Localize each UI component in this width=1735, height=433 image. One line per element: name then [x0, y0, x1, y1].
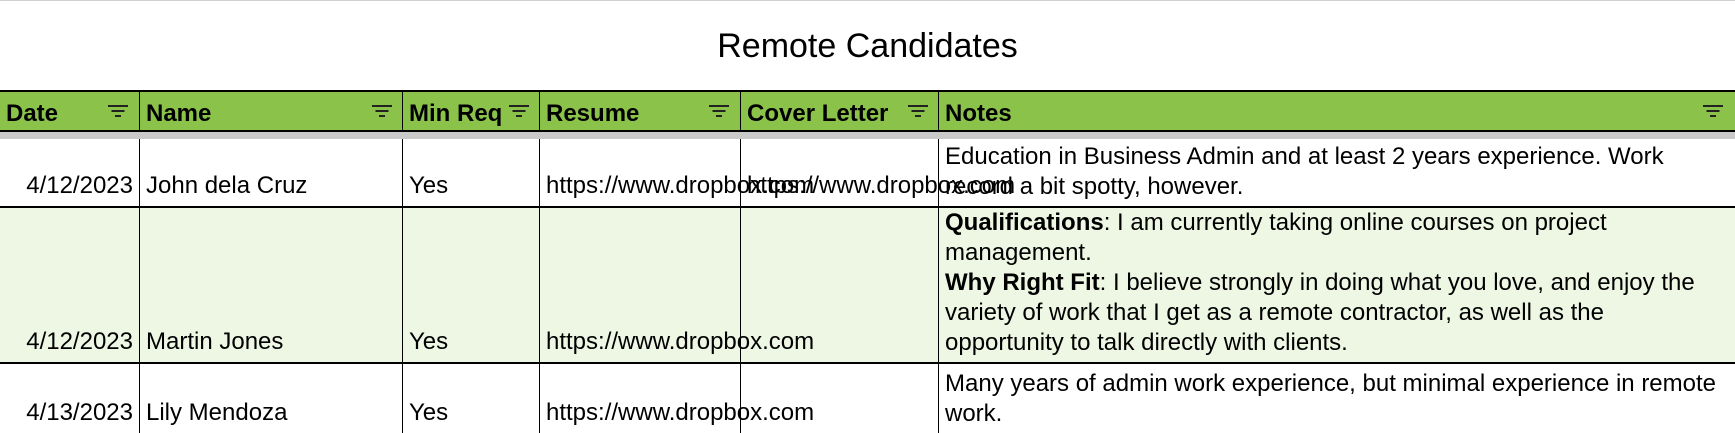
- header-resume[interactable]: [540, 92, 741, 130]
- cell-resume-link[interactable]: https://www.dropbox.com: [546, 399, 815, 426]
- cell-date[interactable]: [0, 139, 140, 206]
- cell-cover-letter[interactable]: [741, 139, 1016, 206]
- cell-min-req-value: Yes: [409, 328, 449, 355]
- header-label-date: Date: [6, 100, 59, 127]
- frozen-rows-divider[interactable]: [0, 132, 1735, 139]
- cell-min-req-value: Yes: [409, 399, 449, 426]
- notes-why-right-fit-text: : I believe strongly in doing what you love, and enjoy the variety of work that I get as a remote contractor, as well as the opportunity to talk directly with clients.: [945, 269, 1695, 356]
- cell-min-req[interactable]: [403, 364, 540, 433]
- header-label-name: Name: [146, 100, 212, 127]
- notes-why-right-fit-label: Why Right Fit: [945, 269, 1100, 296]
- cell-name-value: Martin Jones: [146, 328, 284, 355]
- cell-resume-link[interactable]: https://www.dropbox.com: [546, 328, 815, 355]
- filter-icon[interactable]: [107, 104, 129, 118]
- cell-name[interactable]: [140, 364, 403, 433]
- header-cover-letter[interactable]: [741, 92, 939, 130]
- cell-date[interactable]: [0, 364, 140, 433]
- cell-notes[interactable]: [939, 208, 1735, 362]
- cell-resume[interactable]: [540, 364, 815, 433]
- header-name[interactable]: [140, 92, 403, 130]
- cell-resume-link[interactable]: https://www.dropbox.com: [546, 172, 815, 199]
- header-label-min-req: Min Req: [409, 100, 503, 127]
- filter-icon[interactable]: [371, 104, 393, 118]
- cell-name-value: John dela Cruz: [146, 172, 308, 199]
- header-label-resume: Resume: [546, 100, 640, 127]
- cell-min-req[interactable]: [403, 208, 540, 362]
- title-row[interactable]: [0, 0, 1735, 92]
- table-row: [0, 364, 1735, 433]
- cell-date-value: 4/12/2023: [26, 328, 133, 355]
- header-date[interactable]: [0, 92, 140, 130]
- cell-cover-letter[interactable]: [741, 208, 939, 362]
- cell-notes[interactable]: [939, 139, 1735, 206]
- filter-icon[interactable]: [907, 104, 929, 118]
- cell-resume[interactable]: [540, 139, 815, 206]
- cell-cover-letter[interactable]: [741, 364, 939, 433]
- cell-notes-value: Many years of admin work experience, but minimal experience in remote work.: [945, 370, 1717, 427]
- header-notes[interactable]: [939, 92, 1735, 130]
- cell-name[interactable]: [140, 208, 403, 362]
- header-min-req[interactable]: [403, 92, 540, 130]
- cell-date[interactable]: [0, 208, 140, 362]
- cell-name-value: Lily Mendoza: [146, 399, 288, 426]
- cell-date-value: 4/12/2023: [26, 172, 133, 199]
- sheet-title: Remote Candidates: [717, 27, 1018, 65]
- cell-notes-value: Education in Business Admin and at least 2 years experience. Work record a bit spotty, however.: [945, 143, 1664, 200]
- notes-qualifications-label: Qualifications: [945, 209, 1104, 236]
- cell-notes-value: [945, 208, 1727, 358]
- cell-date-value: 4/13/2023: [26, 399, 133, 426]
- filter-icon[interactable]: [708, 104, 730, 118]
- cell-min-req[interactable]: [403, 139, 540, 206]
- cell-notes[interactable]: [939, 364, 1735, 433]
- filter-icon[interactable]: [508, 104, 530, 118]
- header-row: [0, 92, 1735, 132]
- cell-cover-letter-link[interactable]: https://www.dropbox.com: [747, 172, 1016, 199]
- cell-resume[interactable]: [540, 208, 815, 362]
- cell-min-req-value: Yes: [409, 172, 449, 199]
- table-row: [0, 208, 1735, 364]
- header-label-cover-letter: Cover Letter: [747, 100, 889, 127]
- table-row: [0, 139, 1735, 208]
- notes-qualifications-text: : I am currently taking online courses on project management.: [945, 209, 1607, 266]
- filter-icon[interactable]: [1702, 104, 1724, 118]
- header-label-notes: Notes: [945, 100, 1012, 127]
- cell-name[interactable]: [140, 139, 403, 206]
